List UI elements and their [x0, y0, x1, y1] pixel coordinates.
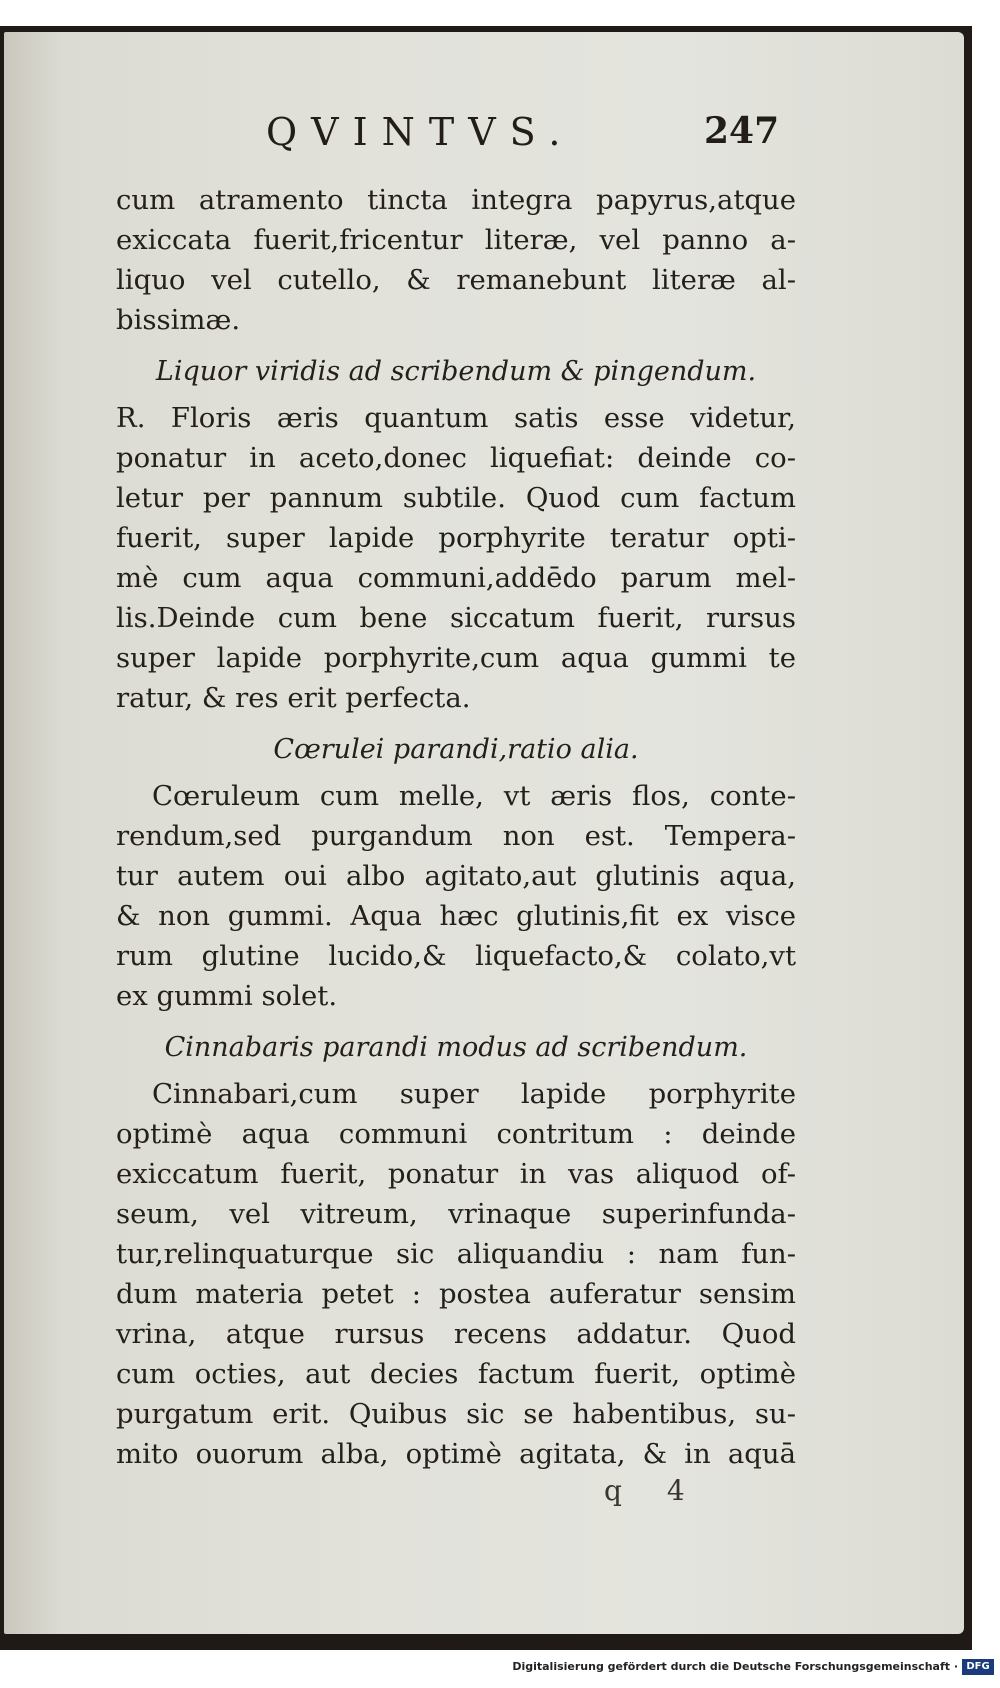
heading-spacer [116, 340, 796, 352]
book-page [4, 32, 964, 1634]
text-line: ex gummi solet. [116, 980, 338, 1012]
text-line: exiccata fuerit,fricentur literæ, vel panno a- [116, 224, 796, 256]
text-line: tur,relinquaturque sic aliquandiu : nam fun- [116, 1238, 796, 1270]
text-line: mè cum aqua communi,addēdo parum mel- [116, 562, 796, 594]
page-header [4, 110, 964, 170]
text-line: dum materia petet : postea auferatur sensim [116, 1278, 796, 1310]
running-title: QVINTVS. [266, 110, 575, 154]
text-line: & non gummi. Aqua hæc glutinis,fit ex visce [116, 900, 796, 932]
text-line: letur per pannum subtile. Quod cum factum [116, 482, 796, 514]
text-line: liquo vel cutello, & remanebunt literæ al- [116, 264, 796, 296]
text-body [116, 180, 796, 1474]
text-line: rum glutine lucido,& liquefacto,& colato,vt [116, 940, 796, 972]
text-line: rendum,sed purgandum non est. Tempera- [116, 820, 796, 852]
text-line: ponatur in aceto,donec liquefiat: deinde co- [116, 442, 796, 474]
text-line: optimè aqua communi contritum : deinde [116, 1118, 796, 1150]
heading-spacer [116, 718, 796, 730]
text-line: cum octies, aut decies factum fuerit, optimè [116, 1358, 796, 1390]
text-line: Cinnabari,cum super lapide porphyrite [152, 1078, 796, 1110]
signature-mark: q 4 [604, 1474, 703, 1507]
text-line: fuerit, super lapide porphyrite teratur opti- [116, 522, 796, 554]
section-heading: Liquor viridis ad scribendum & pingendum. [155, 356, 757, 387]
text-line: lis.Deinde cum bene siccatum fuerit, rursus [116, 602, 796, 634]
text-line: R. Floris æris quantum satis esse videtur, [116, 402, 796, 434]
text-line: exiccatum fuerit, ponatur in vas aliquod of- [116, 1158, 796, 1190]
funding-credit: Digitalisierung gefördert durch die Deutsche Forschungsgemeinschaft · [512, 1660, 958, 1673]
scanned-page-image [0, 26, 972, 1650]
dfg-logo-icon: DFG [962, 1659, 994, 1675]
section-heading: Cinnabaris parandi modus ad scribendum. [164, 1032, 748, 1063]
text-line: Cœruleum cum melle, vt æris flos, conte- [152, 780, 796, 812]
text-line: ratur, & res erit perfecta. [116, 682, 471, 714]
text-line: cum atramento tincta integra papyrus,atque [116, 184, 796, 216]
text-line: purgatum erit. Quibus sic se habentibus, su- [116, 1398, 796, 1430]
heading-spacer [116, 1016, 796, 1028]
text-line: seum, vel vitreum, vrinaque superinfunda- [116, 1198, 796, 1230]
page-number: 247 [704, 110, 780, 152]
text-line: mito ouorum alba, optimè agitata, & in aquā [116, 1438, 796, 1470]
section-heading: Cœrulei parandi,ratio alia. [273, 734, 639, 765]
footer-bar [0, 1652, 1000, 1688]
text-line: super lapide porphyrite,cum aqua gummi te [116, 642, 796, 674]
text-line: bissimæ. [116, 304, 241, 336]
text-line: vrina, atque rursus recens addatur. Quod [116, 1318, 796, 1350]
text-line: tur autem oui albo agitato,aut glutinis aqua, [116, 860, 796, 892]
